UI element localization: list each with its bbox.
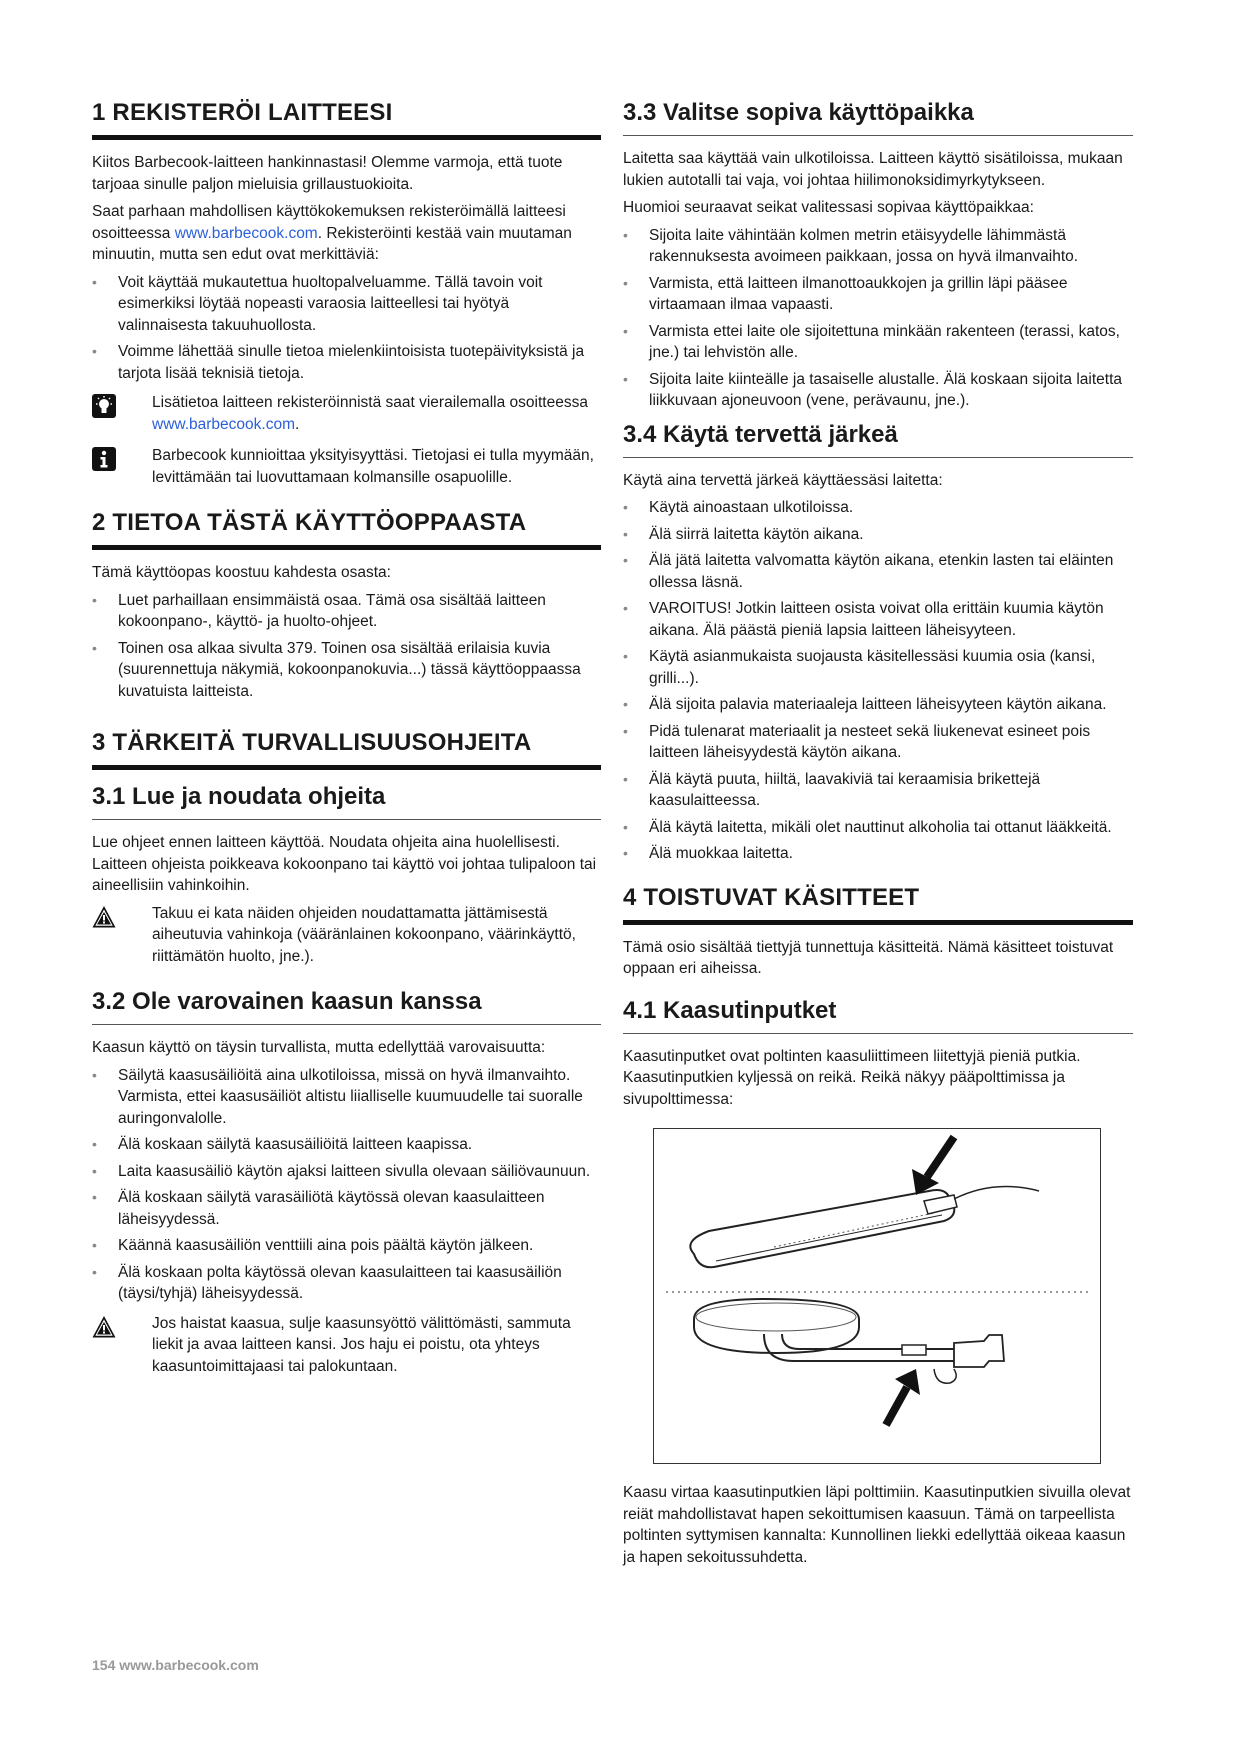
list-item: • VAROITUS! Jotkin laitteen osista voivat olla erittäin kuumia käytön aikana. Älä päästä pieniä lapsia laitteen läheisyyteen.: [623, 598, 1133, 641]
list-item: • Älä sijoita palavia materiaaleja laitteen läheisyyteen käytön aikana.: [623, 694, 1133, 716]
warning-icon: [92, 1315, 116, 1339]
warning-text: Takuu ei kata näiden ohjeiden noudattamatta jättämisestä aiheutuvia vahinkoja (vääränlainen kokoonpano, väärinkäyttö, riittämätön huolto, jne.).: [152, 904, 576, 965]
warning-text: Jos haistat kaasua, sulje kaasunsyöttö välittömästi, sammuta liekit ja avaa laitteen kansi. Jos haju ei poistu, ota yhteys kaasuntoimittajaasi tai palokuntaan.: [152, 1314, 571, 1375]
section-3-4-list: [623, 497, 1133, 865]
list-item: • Varmista, että laitteen ilmanottoaukkojen ja grillin läpi pääsee virtaamaan ilmaa vapaasti.: [623, 273, 1133, 316]
list-item: • Älä käytä laitetta, mikäli olet nauttinut alkoholia tai ottanut lääkkeitä.: [623, 817, 1133, 839]
list-item: • Laita kaasusäiliö käytön ajaksi laitteen sivulla olevaan säiliövaunuun.: [92, 1161, 601, 1183]
list-item: • Voit käyttää mukautettua huoltopalveluamme. Tällä tavoin voit esimerkiksi löytää nopeasti varaosia laitteellesi tai hyötyä valinnaisesta takuuhuollosta.: [92, 272, 601, 337]
right-column: [623, 98, 1133, 1574]
list-item: • Sijoita laite kiinteälle ja tasaiselle alustalle. Älä koskaan sijoita laitetta liikkuvaan ajoneuvoon (vene, perävaunu, jne.).: [623, 369, 1133, 412]
list-item: • Toinen osa alkaa sivulta 379. Toinen osa sisältää erilaisia kuvia (suurennettuja näkymiä, kokoonpanokuvia...) tässä käyttöoppaassa kuvatuista laitteista.: [92, 638, 601, 703]
list-item: • Säilytä kaasusäiliöitä aina ulkotiloissa, missä on hyvä ilmanvaihto. Varmista, ettei kaasusäiliöt altistu liialliselle kuumuudelle tai suoralle auringonvalolle.: [92, 1065, 601, 1130]
section-3-3-intro: Huomioi seuraavat seikat valitessasi sopivaa käyttöpaikkaa:: [623, 199, 1034, 216]
section-1-title: 1 REKISTERÖI LAITTEESI: [92, 98, 601, 140]
section-3-3-text: Laitetta saa käyttää vain ulkotiloissa. Laitteen käyttö sisätiloissa, mukaan lukien autotalli tai vaja, voi johtaa hiilimonoksidimyrkytykseen.: [623, 150, 1123, 189]
section-1-registration-text: Saat parhaan mahdollisen käyttökokemuksen rekisteröimällä laitteesi osoitteessa www.barbecook.com. Rekisteröinti kestää vain muutaman minuutin, mutta sen edut ovat merkittäviä:: [92, 203, 572, 263]
list-item: • Käytä ainoastaan ulkotiloissa.: [623, 497, 1133, 519]
list-item: • Käännä kaasusäiliön venttiili aina pois päältä käytön jälkeen.: [92, 1235, 601, 1257]
barbecook-link[interactable]: www.barbecook.com: [174, 224, 318, 242]
section-3-2-intro: Kaasun käyttö on täysin turvallista, mutta edellyttää varovaisuutta:: [92, 1039, 546, 1056]
section-3-3-list: [623, 225, 1133, 412]
section-3-title: 3 TÄRKEITÄ TURVALLISUUSOHJEITA: [92, 728, 601, 770]
section-1-intro: Kiitos Barbecook-laitteen hankinnastasi! Olemme varmoja, että tuote tarjoaa sinulle paljon mieluisia grillaustuokioita.: [92, 154, 563, 193]
section-2-intro: Tämä käyttöopas koostuu kahdesta osasta:: [92, 564, 391, 581]
section-3-1-text: Lue ohjeet ennen laitteen käyttöä. Noudata ohjeita aina huolellisesti. Laitteen ohjeista poikkeava kokoonpano tai käyttö voi johtaa tulipaloon tai aineellisiin vahinkoihin.: [92, 834, 597, 894]
section-3-1-title: 3.1 Lue ja noudata ohjeita: [92, 782, 601, 820]
section-3-2-list: [92, 1065, 601, 1305]
list-item: • Varmista ettei laite ole sijoitettuna minkään rakenteen (terassi, katos, jne.) tai lehvistön alle.: [623, 321, 1133, 364]
section-2-list: [92, 590, 601, 703]
warning-icon: [92, 905, 116, 929]
list-item: • Voimme lähettää sinulle tietoa mielenkiintoisista tuotepäivityksistä ja tarjota lisää teknisiä tietoja.: [92, 341, 601, 384]
warning-note: [92, 903, 601, 968]
section-3-4-intro: Käytä aina tervettä järkeä käyttäessäsi laitetta:: [623, 471, 943, 489]
list-item: • Älä koskaan säilytä varasäiliötä käytössä olevan kaasulaitteen läheisyydessä.: [92, 1187, 601, 1230]
list-item: • Älä käytä puuta, hiiltä, laavakiviä tai keraamisia brikettejä kaasulaitteessa.: [623, 769, 1133, 812]
info-icon: [92, 447, 116, 471]
burner-tube-illustration: [654, 1129, 1100, 1463]
page-footer: 154 www.barbecook.com: [92, 1657, 259, 1673]
section-3-2-title: 3.2 Ole varovainen kaasun kanssa: [92, 987, 601, 1025]
barbecook-link[interactable]: www.barbecook.com: [152, 415, 296, 433]
list-item: • Älä muokkaa laitetta.: [623, 843, 1133, 865]
info-note: [92, 445, 601, 488]
list-item: • Käytä asianmukaista suojausta käsitellessäsi kuumia osia (kansi, grilli...).: [623, 646, 1133, 689]
list-item: • Pidä tulenarat materiaalit ja nesteet sekä liukenevat esineet pois laitteen läheisyydestä käytön aikana.: [623, 721, 1133, 764]
list-item: • Älä koskaan polta käytössä olevan kaasulaitteen tai kaasusäiliön (täysi/tyhjä) läheisyydessä.: [92, 1262, 601, 1305]
list-item: • Älä jätä laitetta valvomatta käytön aikana, etenkin lasten tai eläinten ollessa läsnä.: [623, 550, 1133, 593]
section-2-title: 2 TIETOA TÄSTÄ KÄYTTÖOPPAASTA: [92, 508, 601, 550]
lightbulb-icon: [92, 394, 116, 418]
section-3-3-title: 3.3 Valitse sopiva käyttöpaikka: [623, 98, 1133, 136]
list-item: • Älä siirrä laitetta käytön aikana.: [623, 524, 1133, 546]
burner-tube-figure: [653, 1128, 1101, 1464]
section-4-1-after-text: Kaasu virtaa kaasutinputkien läpi polttimiin. Kaasutinputkien sivuilla olevat reiät mahdollistavat hapen sekoittumisen kaasuun. Tämä on tarpeellista poltinten syttymisen kannalta: Kunnollinen liekki edellyttää oikeaa kaasun ja hapen sekoitussuhdetta.: [623, 1484, 1131, 1566]
tip-text: Lisätietoa laitteen rekisteröinnistä saat vierailemalla osoitteessa www.barbecook.com.: [152, 394, 588, 433]
info-text: Barbecook kunnioittaa yksityisyyttäsi. Tietojasi ei tulla myymään, levittämään tai luovuttamaan kolmansille osapuolille.: [152, 447, 594, 486]
section-4-1-text: Kaasutinputket ovat poltinten kaasuliittimeen liitettyjä pieniä putkia. Kaasutinputkien kyljessä on reikä. Reikä näkyy pääpolttimissa ja sivupolttimessa:: [623, 1047, 1081, 1108]
list-item: • Luet parhaillaan ensimmäistä osaa. Tämä osa sisältää laitteen kokoonpano-, käyttö- ja huolto-ohjeet.: [92, 590, 601, 633]
warning-note: [92, 1313, 601, 1378]
section-4-1-title: 4.1 Kaasutinputket: [623, 996, 1133, 1034]
section-3-4-title: 3.4 Käytä tervettä järkeä: [623, 420, 1133, 458]
section-4-title: 4 TOISTUVAT KÄSITTEET: [623, 883, 1133, 925]
tip-note: [92, 392, 601, 435]
list-item: • Sijoita laite vähintään kolmen metrin etäisyydelle lähimmästä rakennuksesta avoimeen paikkaan, jossa on hyvä ilmanvaihto.: [623, 225, 1133, 268]
list-item: • Älä koskaan säilytä kaasusäiliöitä laitteen kaapissa.: [92, 1134, 601, 1156]
section-1-benefits-list: [92, 272, 601, 385]
left-column: [92, 98, 601, 1387]
section-4-intro: Tämä osio sisältää tiettyjä tunnettuja käsitteitä. Nämä käsitteet toistuvat oppaan eri aiheissa.: [623, 938, 1114, 977]
